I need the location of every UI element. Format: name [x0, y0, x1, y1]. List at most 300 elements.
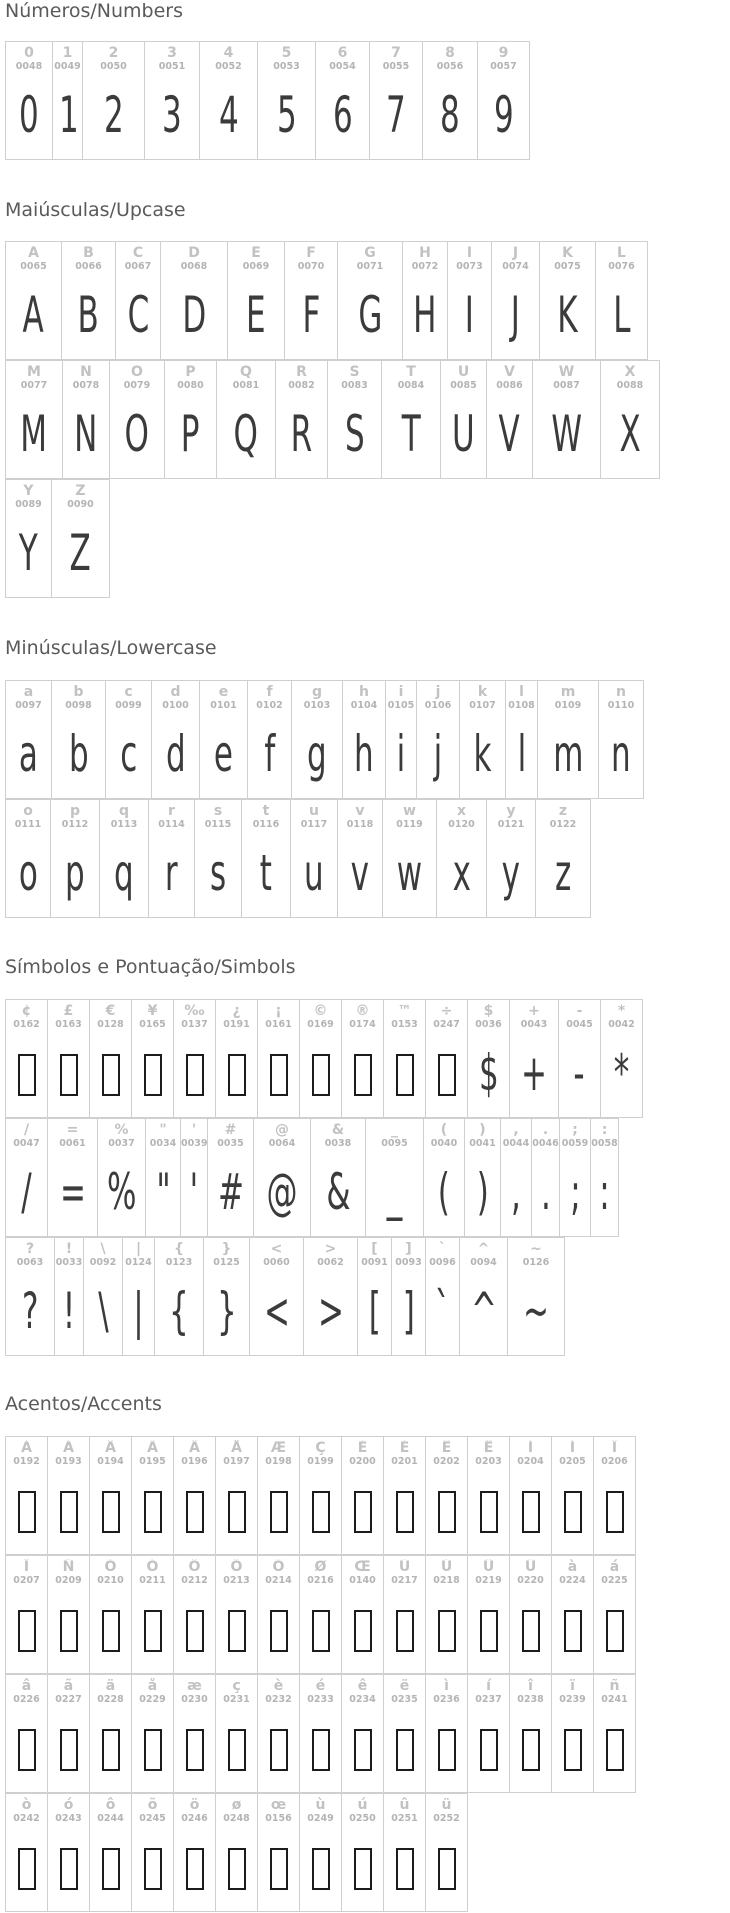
- glyph-cell: [436, 799, 487, 918]
- glyph-label: U: [457, 364, 470, 380]
- glyph-code: 0081: [232, 380, 260, 391]
- glyph-code: 0163: [55, 1019, 82, 1030]
- glyph-cell: [47, 1793, 90, 1912]
- glyph-cell: [590, 1118, 619, 1237]
- glyph-code: 0239: [559, 1694, 586, 1705]
- notdef-box-icon: [270, 1491, 288, 1533]
- glyph-cell: [559, 1118, 591, 1237]
- notdef-box-icon: [144, 1729, 162, 1771]
- glyph-label: .: [542, 1122, 549, 1138]
- glyph-code: 0099: [115, 700, 142, 711]
- glyph-cell: [257, 41, 316, 160]
- glyph-sample-text: ": [155, 1163, 171, 1221]
- glyph-code: 0070: [297, 261, 325, 272]
- glyph-code: 0202: [433, 1456, 460, 1467]
- glyph-label: =: [66, 1122, 79, 1138]
- glyph-code: 0194: [97, 1456, 124, 1467]
- glyph-cell: [47, 1674, 90, 1793]
- glyph-label: O: [131, 364, 143, 380]
- glyph-code: 0191: [223, 1019, 250, 1030]
- glyph-sample-text: G: [357, 286, 383, 344]
- glyph-label: ä: [105, 1678, 116, 1694]
- glyph-cell: [391, 1237, 426, 1356]
- glyph-code: 0100: [162, 700, 189, 711]
- notdef-box-icon: [186, 1729, 204, 1771]
- glyph-code: 0051: [158, 61, 186, 72]
- glyph-label: ¢: [21, 1003, 32, 1019]
- glyph-code: 0044: [502, 1138, 530, 1149]
- glyph-code: 0084: [397, 380, 425, 391]
- glyph-label: â: [21, 1678, 32, 1694]
- glyph-sample-text: j: [433, 725, 443, 783]
- missing-glyph-box: [426, 1709, 467, 1787]
- glyph-sample-text: @: [266, 1163, 298, 1221]
- glyph-code: 0079: [123, 380, 151, 391]
- glyph-code: 0230: [181, 1694, 208, 1705]
- glyph-cell: [425, 1674, 468, 1793]
- notdef-box-icon: [186, 1848, 204, 1890]
- notdef-box-icon: [102, 1848, 120, 1890]
- glyph-label: h: [359, 684, 369, 700]
- missing-glyph-box: [216, 1471, 257, 1549]
- glyph-code: 0066: [75, 261, 102, 272]
- missing-glyph-box: [90, 1034, 131, 1112]
- glyph-sample: [116, 276, 160, 354]
- glyph-sample: [506, 715, 537, 793]
- notdef-box-icon: [270, 1729, 288, 1771]
- glyph-row: [5, 479, 109, 598]
- glyph-code: 0192: [13, 1456, 40, 1467]
- glyph-code: 0065: [20, 261, 47, 272]
- glyph-row: [5, 1436, 635, 1555]
- glyph-cell: [89, 1436, 132, 1555]
- glyph-cell: [459, 1237, 508, 1356]
- missing-glyph-box: [258, 1709, 299, 1787]
- glyph-label: Ó: [146, 1559, 159, 1575]
- glyph-label: [: [371, 1241, 378, 1257]
- glyph-label: ¡: [275, 1003, 282, 1019]
- glyph-code: 0075: [554, 261, 581, 272]
- notdef-box-icon: [564, 1729, 582, 1771]
- glyph-cell: [131, 999, 174, 1118]
- glyph-sample-text: s: [209, 844, 227, 902]
- glyph-sample: [98, 1153, 145, 1231]
- glyph-cell: [83, 1237, 123, 1356]
- missing-glyph-box: [132, 1590, 173, 1668]
- glyph-cell: [425, 999, 468, 1118]
- glyph-sample-text: o: [18, 844, 38, 902]
- glyph-label: î: [528, 1678, 533, 1694]
- glyph-label: Q: [240, 364, 252, 380]
- glyph-cell: [327, 360, 382, 479]
- missing-glyph-box: [258, 1828, 299, 1906]
- notdef-box-icon: [396, 1848, 414, 1890]
- glyph-cell: [215, 999, 258, 1118]
- missing-glyph-box: [6, 1590, 47, 1668]
- glyph-cell: [5, 680, 52, 799]
- glyph-cell: [131, 1674, 174, 1793]
- glyph-sample: [311, 1153, 365, 1231]
- glyph-sample-text: D: [182, 286, 206, 344]
- glyph-label: +: [528, 1003, 540, 1019]
- glyph-label: ñ: [609, 1678, 620, 1694]
- glyph-sample: [292, 715, 342, 793]
- glyph-code: 0213: [223, 1575, 250, 1586]
- glyph-code: 0048: [15, 61, 43, 72]
- glyph-code: 0118: [346, 819, 374, 830]
- glyph-cell: [62, 360, 110, 479]
- glyph-label: ®: [355, 1003, 370, 1019]
- missing-glyph-box: [342, 1471, 383, 1549]
- glyph-sample-text: q: [114, 844, 134, 902]
- glyph-sample-text: p: [65, 844, 85, 902]
- glyph-code: 0169: [307, 1019, 334, 1030]
- glyph-cell: [257, 1555, 300, 1674]
- glyph-code: 0116: [252, 819, 280, 830]
- lowercase-section: [5, 637, 635, 902]
- glyph-sample-text: (: [437, 1163, 451, 1221]
- glyph-cell: [257, 1793, 300, 1912]
- glyph-sample: [149, 834, 194, 912]
- glyph-cell: [595, 241, 648, 360]
- glyph-cell: [299, 999, 342, 1118]
- glyph-sample: [532, 1153, 559, 1231]
- glyph-cell: [383, 1436, 426, 1555]
- glyph-cell: [535, 799, 591, 918]
- missing-glyph-box: [48, 1034, 89, 1112]
- glyph-cell: [600, 360, 660, 479]
- glyph-code: 0043: [520, 1019, 548, 1030]
- glyph-sample: [338, 834, 382, 912]
- glyph-sample: [204, 1272, 249, 1350]
- glyph-label: #: [224, 1122, 237, 1138]
- glyph-row: [5, 999, 642, 1118]
- glyph-sample-text: Q: [233, 405, 259, 463]
- glyph-code: 0199: [307, 1456, 334, 1467]
- missing-glyph-box: [594, 1590, 635, 1668]
- glyph-cell: [173, 1793, 216, 1912]
- glyph-cell: [593, 1555, 636, 1674]
- accents-section: [5, 1393, 628, 1824]
- glyph-sample: [437, 834, 486, 912]
- glyph-code: 0212: [181, 1575, 208, 1586]
- glyph-code: 0161: [265, 1019, 292, 1030]
- glyph-label: p: [69, 803, 81, 819]
- glyph-label: é: [315, 1678, 326, 1694]
- missing-glyph-box: [258, 1590, 299, 1668]
- notdef-box-icon: [354, 1054, 372, 1096]
- glyph-code: 0101: [210, 700, 237, 711]
- missing-glyph-box: [468, 1590, 509, 1668]
- glyph-sample: [6, 1272, 54, 1350]
- glyph-cell: [173, 1674, 216, 1793]
- glyph-code: 0106: [424, 700, 452, 711]
- glyph-cell: [299, 1555, 342, 1674]
- glyph-label: X: [624, 364, 636, 380]
- glyph-sample: [304, 1272, 357, 1350]
- glyph-label: m: [560, 684, 576, 700]
- glyph-code: 0219: [475, 1575, 502, 1586]
- glyph-sample-text: ;: [569, 1163, 581, 1221]
- glyph-sample-text: M: [20, 405, 48, 463]
- glyph-label: á: [609, 1559, 620, 1575]
- glyph-sample: [370, 76, 422, 154]
- glyph-label: ?: [25, 1241, 35, 1257]
- glyph-cell: [425, 1436, 468, 1555]
- glyph-label: Ø: [314, 1559, 327, 1575]
- notdef-box-icon: [606, 1729, 624, 1771]
- glyph-sample: [591, 1153, 618, 1231]
- missing-glyph-box: [468, 1471, 509, 1549]
- glyph-label: b: [73, 684, 84, 700]
- notdef-box-icon: [18, 1729, 36, 1771]
- glyph-cell: [299, 1793, 342, 1912]
- glyph-sample-text: 7: [386, 86, 406, 144]
- glyph-label: W: [558, 364, 575, 380]
- glyph-cell: [551, 1674, 594, 1793]
- glyph-label: c: [124, 684, 133, 700]
- glyph-cell: [425, 1555, 468, 1674]
- glyph-label: Ì: [527, 1440, 534, 1456]
- glyph-sample: [217, 395, 275, 473]
- glyph-label: Å: [231, 1440, 242, 1456]
- glyph-sample-text: =: [59, 1163, 86, 1221]
- glyph-sample-text: +: [521, 1044, 547, 1102]
- notdef-box-icon: [522, 1610, 540, 1652]
- glyph-label: u: [309, 803, 319, 819]
- glyph-sample-text: &: [325, 1163, 351, 1221]
- glyph-code: 0107: [469, 700, 496, 711]
- glyph-sample-text: i: [396, 725, 406, 783]
- glyph-sample-text: -: [573, 1044, 586, 1102]
- missing-glyph-box: [300, 1471, 341, 1549]
- glyph-cell: [539, 241, 596, 360]
- glyph-label: /: [23, 1122, 30, 1138]
- glyph-label: ã: [63, 1678, 74, 1694]
- notdef-box-icon: [522, 1729, 540, 1771]
- glyph-label: Æ: [270, 1440, 287, 1456]
- glyph-cell: [215, 1793, 258, 1912]
- glyph-cell: [342, 680, 386, 799]
- glyph-label: <: [270, 1241, 283, 1257]
- glyph-code: 0069: [242, 261, 270, 272]
- glyph-label: 9: [498, 45, 509, 61]
- missing-glyph-box: [48, 1709, 89, 1787]
- glyph-cell: [486, 360, 533, 479]
- glyph-sample-text: N: [74, 405, 98, 463]
- glyph-cell: [257, 999, 300, 1118]
- glyph-code: 0242: [13, 1813, 40, 1824]
- glyph-label: B: [83, 245, 94, 261]
- glyph-code: 0067: [124, 261, 152, 272]
- glyph-sample-text: S: [344, 405, 365, 463]
- glyph-cell: [47, 999, 90, 1118]
- glyph-sample-text: 1: [59, 86, 79, 144]
- missing-glyph-box: [48, 1590, 89, 1668]
- glyph-cell: [89, 1674, 132, 1793]
- glyph-sample-text: {: [169, 1282, 189, 1340]
- glyph-label: Œ: [354, 1559, 371, 1575]
- glyph-sample: [492, 276, 539, 354]
- glyph-cell: [532, 360, 601, 479]
- glyph-sample: [6, 514, 51, 592]
- glyph-label: v: [355, 803, 365, 819]
- glyph-code: 0113: [110, 819, 138, 830]
- glyph-code: 0046: [532, 1138, 559, 1149]
- missing-glyph-box: [426, 1828, 467, 1906]
- glyph-label: Ï: [23, 1559, 30, 1575]
- glyph-cell: [459, 680, 506, 799]
- glyph-sample-text: U: [452, 405, 475, 463]
- glyph-sample: [55, 1272, 83, 1350]
- section-title: Acentos/Accents: [5, 1393, 162, 1415]
- notdef-box-icon: [270, 1848, 288, 1890]
- glyph-code: 0080: [177, 380, 204, 391]
- glyph-code: 0193: [55, 1456, 82, 1467]
- missing-glyph-box: [594, 1709, 635, 1787]
- notdef-box-icon: [354, 1610, 372, 1652]
- glyph-sample: [533, 395, 600, 473]
- missing-glyph-box: [426, 1034, 467, 1112]
- glyph-cell: [447, 241, 492, 360]
- glyph-code: 0210: [97, 1575, 124, 1586]
- glyph-sample: [146, 1153, 180, 1231]
- glyph-cell: [216, 360, 276, 479]
- glyph-cell: [383, 1674, 426, 1793]
- glyph-sample: [6, 276, 61, 354]
- glyph-sample: [242, 834, 290, 912]
- glyph-cell: [105, 680, 152, 799]
- glyph-label: %: [114, 1122, 129, 1138]
- glyph-label: ô: [105, 1797, 116, 1813]
- glyph-label: }: [221, 1241, 232, 1257]
- glyph-label: s: [213, 803, 223, 819]
- glyph-label: {: [174, 1241, 184, 1257]
- missing-glyph-box: [90, 1471, 131, 1549]
- glyph-row: [5, 241, 647, 360]
- glyph-label: Î: [611, 1440, 618, 1456]
- glyph-label: Á: [63, 1440, 74, 1456]
- glyph-row: [5, 1118, 618, 1237]
- glyph-code: 0039: [181, 1138, 207, 1149]
- glyph-label: 4: [223, 45, 234, 61]
- glyph-row: [5, 1237, 564, 1356]
- glyph-code: 0097: [15, 700, 42, 711]
- glyph-code: 0198: [265, 1456, 292, 1467]
- notdef-box-icon: [18, 1848, 36, 1890]
- glyph-sample: [106, 715, 151, 793]
- glyph-code: 0055: [382, 61, 410, 72]
- glyph-sample: [258, 76, 315, 154]
- glyph-cell: [215, 1436, 258, 1555]
- glyph-sample-text: 3: [162, 86, 182, 144]
- glyph-cell: [509, 1555, 552, 1674]
- glyph-code: 0091: [361, 1257, 388, 1268]
- glyph-code: 0041: [469, 1138, 496, 1149]
- glyph-cell: [509, 1674, 552, 1793]
- notdef-box-icon: [144, 1054, 162, 1096]
- notdef-box-icon: [102, 1054, 120, 1096]
- glyph-sample: [48, 1153, 97, 1231]
- glyph-label: Í: [569, 1440, 576, 1456]
- missing-glyph-box: [426, 1590, 467, 1668]
- glyph-label: 8: [445, 45, 455, 61]
- glyph-cell: [422, 41, 478, 160]
- glyph-code: 0105: [387, 700, 415, 711]
- glyph-sample: [392, 1272, 425, 1350]
- glyph-cell: [249, 1237, 304, 1356]
- notdef-box-icon: [312, 1729, 330, 1771]
- glyph-sample-text: E: [246, 286, 266, 344]
- glyph-label: ¥: [147, 1003, 158, 1019]
- missing-glyph-box: [216, 1828, 257, 1906]
- missing-glyph-box: [300, 1590, 341, 1668]
- glyph-sample-text: H: [413, 286, 437, 344]
- glyph-code: 0098: [65, 700, 92, 711]
- glyph-sample: [6, 1153, 47, 1231]
- glyph-cell: [467, 1555, 510, 1674]
- glyph-label: *: [617, 1003, 626, 1019]
- glyph-label: z: [558, 803, 568, 819]
- glyph-sample-text: d: [165, 725, 186, 783]
- section-title: Símbolos e Pontuação/Simbols: [5, 956, 296, 978]
- glyph-label: À: [21, 1440, 32, 1456]
- glyph-code: 0238: [517, 1694, 544, 1705]
- glyph-cell: [5, 360, 63, 479]
- glyph-code: 0243: [55, 1813, 82, 1824]
- notdef-box-icon: [438, 1729, 456, 1771]
- glyph-code: 0053: [273, 61, 300, 72]
- glyph-code: 0217: [391, 1575, 418, 1586]
- glyph-code: 0076: [608, 261, 635, 272]
- glyph-label: D: [188, 245, 200, 261]
- glyph-sample: [248, 715, 291, 793]
- glyph-cell: [199, 41, 258, 160]
- glyph-label: ø: [231, 1797, 242, 1813]
- missing-glyph-box: [6, 1471, 47, 1549]
- glyph-sample-text: I: [464, 286, 475, 344]
- notdef-box-icon: [438, 1491, 456, 1533]
- glyph-row: [5, 360, 659, 479]
- glyph-cell: [509, 1436, 552, 1555]
- glyph-cell: [247, 680, 292, 799]
- glyph-code: 0050: [100, 61, 127, 72]
- glyph-sample-text: C: [127, 286, 149, 344]
- glyph-code: 0214: [265, 1575, 292, 1586]
- glyph-sample-text: #: [217, 1163, 244, 1221]
- missing-glyph-box: [6, 1034, 47, 1112]
- missing-glyph-box: [510, 1709, 551, 1787]
- glyph-code: 0241: [601, 1694, 628, 1705]
- glyph-cell: [203, 1237, 250, 1356]
- glyph-sample-text: f: [264, 725, 275, 783]
- glyph-code: 0071: [356, 261, 384, 272]
- glyph-sample-text: |: [133, 1282, 144, 1340]
- glyph-label: €: [105, 1003, 116, 1019]
- glyph-sample-text: !: [62, 1282, 76, 1340]
- glyph-sample: [596, 276, 647, 354]
- glyph-cell: [337, 241, 403, 360]
- glyph-label: R: [296, 364, 307, 380]
- glyph-cell: [5, 1118, 48, 1237]
- glyph-code: 0244: [97, 1813, 124, 1824]
- glyph-sample-text: v: [350, 844, 370, 902]
- glyph-label: !: [65, 1241, 73, 1257]
- missing-glyph-box: [174, 1828, 215, 1906]
- glyph-row: [5, 41, 529, 160]
- glyph-label: d: [170, 684, 181, 700]
- glyph-cell: [507, 1237, 565, 1356]
